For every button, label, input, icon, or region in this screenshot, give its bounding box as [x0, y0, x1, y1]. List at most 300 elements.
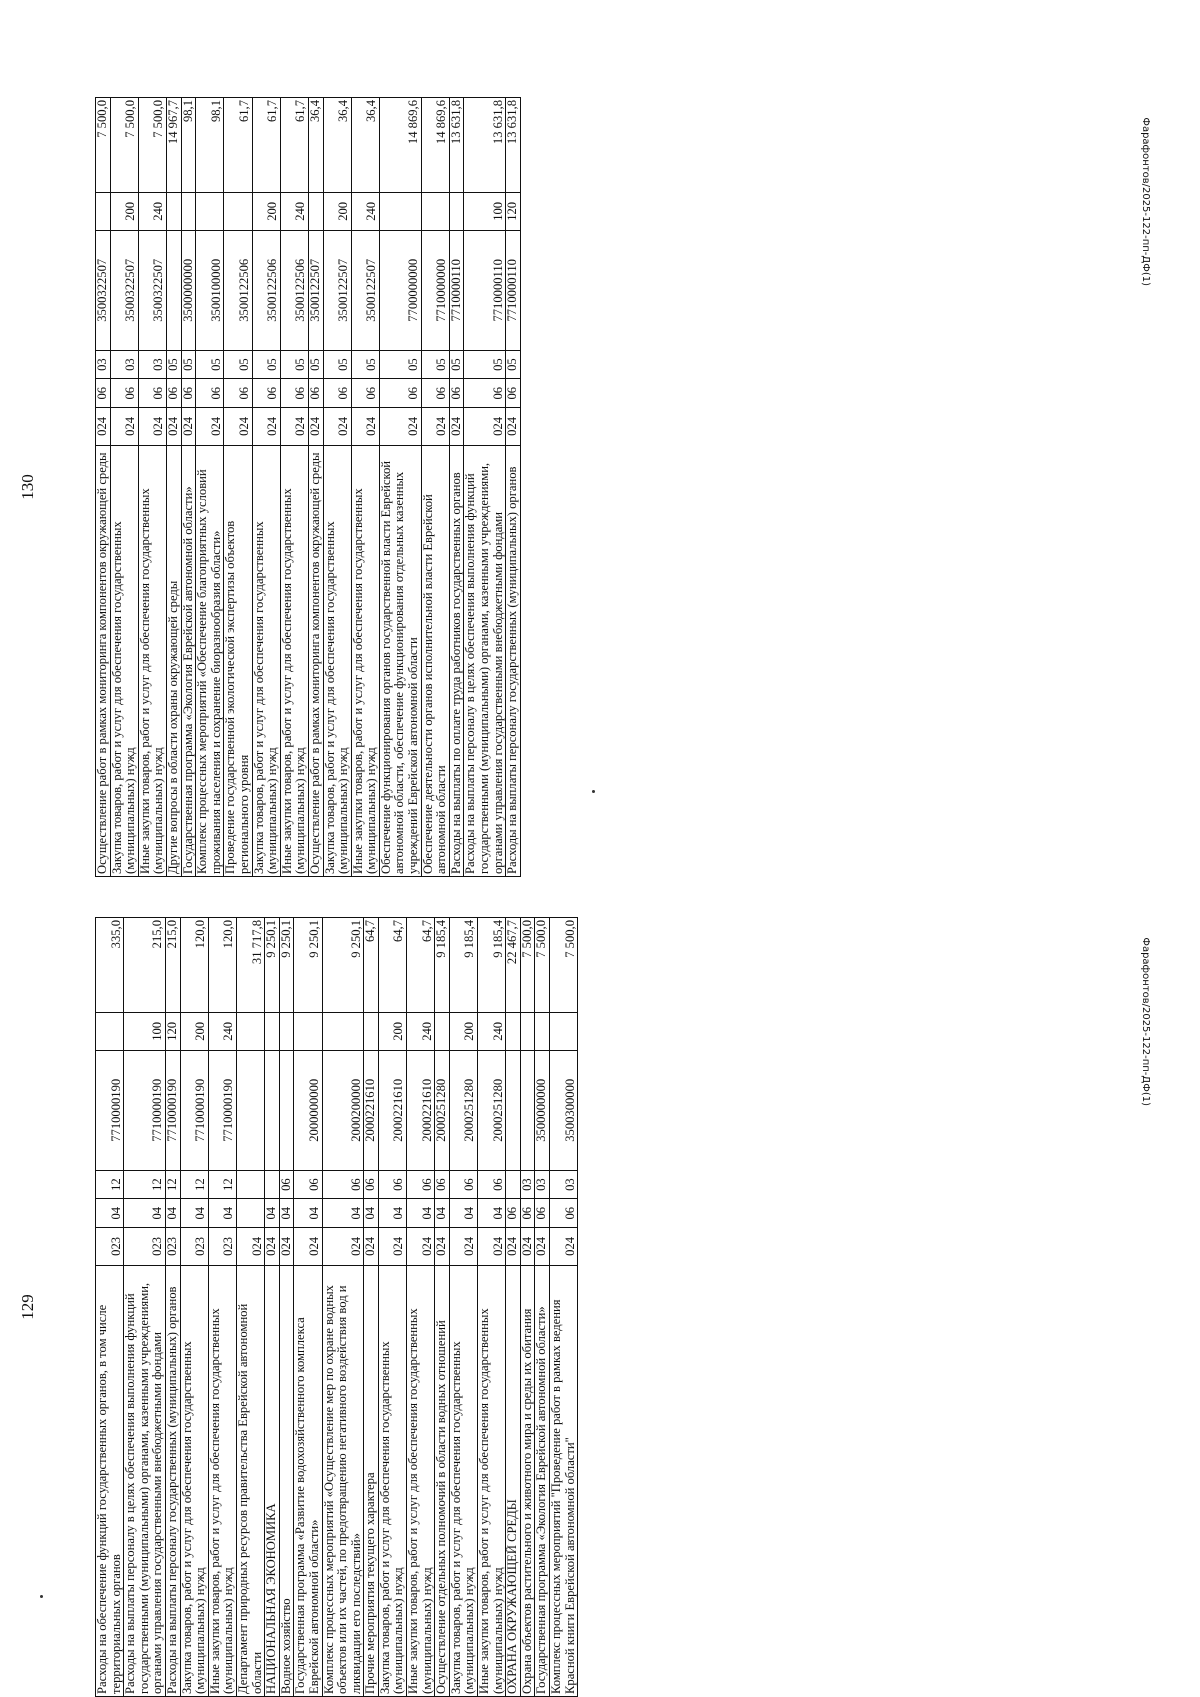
- row-name: Комплекс процессных мероприятий «Обеспечение благоприятных условий проживания населения и сохранение биоразнообразия области»: [196, 445, 224, 876]
- rotated-document-spread: [0, 97, 1200, 1697]
- target-article-code: 7710000190: [165, 1050, 180, 1170]
- expense-type-code: [550, 1012, 578, 1050]
- expense-type-code: 200: [110, 192, 138, 230]
- expense-type-code: [435, 1012, 450, 1050]
- section-code: 04: [279, 1199, 294, 1228]
- ved-code: 024: [196, 408, 224, 446]
- expense-type-code: 100: [124, 1012, 166, 1050]
- table-row: [435, 918, 450, 1697]
- expense-type-code: [294, 1012, 322, 1050]
- amount: 7 500,0: [138, 98, 166, 193]
- row-name: Комплекс процессных мероприятий "Проведение работ в рамках ведения Красной книги Еврейской автономной области": [550, 1265, 578, 1696]
- table-row: [280, 98, 308, 877]
- table-row: [421, 98, 449, 877]
- subsection-code: 03: [550, 1170, 578, 1199]
- row-name: ОХРАНА ОКРУЖАЮЩЕЙ СРЕДЫ: [506, 1265, 521, 1696]
- target-article-code: 7710000190: [208, 1050, 236, 1170]
- ved-code: 023: [180, 1228, 208, 1266]
- scan-speck: [592, 790, 595, 793]
- subsection-code: 06: [449, 1170, 477, 1199]
- target-article-code: 3500122507: [308, 230, 323, 350]
- amount: 120,0: [180, 918, 208, 1013]
- row-name: Проведение государственной экологической экспертизы объектов регионального уровня: [224, 445, 252, 876]
- expense-type-code: [535, 1012, 550, 1050]
- expense-type-code: [279, 1012, 294, 1050]
- row-name: Охрана объектов растительного и животного мира и среды их обитания: [520, 1265, 535, 1696]
- section-code: 06: [351, 379, 379, 408]
- table-row: [506, 918, 521, 1697]
- page-number: 129: [18, 1294, 37, 1320]
- target-article-code: 3500122506: [224, 230, 252, 350]
- target-article-code: 7710000190: [124, 1050, 166, 1170]
- table-row: [323, 98, 351, 877]
- subsection-code: 05: [351, 350, 379, 379]
- ved-code: 024: [449, 1228, 477, 1266]
- section-code: 06: [535, 1199, 550, 1228]
- row-name: Расходы на выплаты персоналу в целях обеспечения выполнения функций государственными (муниципальными) органами, казенными учреждениями, органами управления государственными внебюджетными фондами: [464, 445, 506, 876]
- subsection-code: 05: [252, 350, 280, 379]
- row-name: Иные закупки товаров, работ и услуг для обеспечения государственных (муниципальных) нужд: [208, 1265, 236, 1696]
- row-name: Государственная программа «Экология Еврейской автономной области»: [535, 1265, 550, 1696]
- amount: 14 869,6: [379, 98, 421, 193]
- target-article-code: [279, 1050, 294, 1170]
- section-code: 06: [308, 379, 323, 408]
- target-article-code: 3500122507: [351, 230, 379, 350]
- expense-type-code: [96, 192, 111, 230]
- amount: 7 500,0: [96, 98, 111, 193]
- section-code: 06: [323, 379, 351, 408]
- row-name: Расходы на обеспечение функций государственных органов, в том числе территориальных органов: [96, 1265, 124, 1696]
- table-row: [322, 918, 364, 1697]
- section-code: 06: [252, 379, 280, 408]
- subsection-code: 05: [181, 350, 196, 379]
- ved-code: 024: [506, 408, 521, 446]
- table-row: [180, 918, 208, 1697]
- table-row: [166, 98, 181, 877]
- amount: 64,7: [364, 918, 379, 1013]
- target-article-code: [520, 1050, 535, 1170]
- section-code: 04: [265, 1199, 280, 1228]
- ved-code: 024: [181, 408, 196, 446]
- table-row: [378, 918, 406, 1697]
- section-code: 04: [364, 1199, 379, 1228]
- table-row: [478, 918, 506, 1697]
- table-row: [279, 918, 294, 1697]
- amount: 31 717,8: [236, 918, 264, 1013]
- right-page: [0, 97, 1200, 877]
- ved-code: 024: [294, 1228, 322, 1266]
- amount: 98,1: [196, 98, 224, 193]
- subsection-code: [236, 1170, 264, 1199]
- ved-code: 024: [224, 408, 252, 446]
- ved-code: 024: [138, 408, 166, 446]
- ved-code: 024: [322, 1228, 364, 1266]
- amount: 215,0: [124, 918, 166, 1013]
- section-code: 04: [322, 1199, 364, 1228]
- section-code: 06: [110, 379, 138, 408]
- table-row: [138, 98, 166, 877]
- page-number: 130: [18, 474, 37, 500]
- subsection-code: 05: [506, 350, 521, 379]
- row-name: Иные закупки товаров, работ и услуг для обеспечения государственных (муниципальных) нужд: [280, 445, 308, 876]
- section-code: 06: [280, 379, 308, 408]
- expense-type-code: 240: [208, 1012, 236, 1050]
- row-name: Расходы на выплаты персоналу в целях обеспечения выполнения функций государственными (муниципальными) органами, казенными учреждениями, органами управления государственными внебюджетными фондами: [124, 1265, 166, 1696]
- ved-code: 024: [236, 1228, 264, 1266]
- row-name: Иные закупки товаров, работ и услуг для обеспечения государственных (муниципальных) нужд: [351, 445, 379, 876]
- amount: 36,4: [351, 98, 379, 193]
- section-code: 04: [96, 1199, 124, 1228]
- expense-type-code: 200: [252, 192, 280, 230]
- table-row: [449, 918, 477, 1697]
- table-row: [308, 98, 323, 877]
- scan-speck: [40, 1595, 43, 1598]
- amount: 9 250,1: [279, 918, 294, 1013]
- expense-type-code: 200: [449, 1012, 477, 1050]
- subsection-code: 06: [478, 1170, 506, 1199]
- expense-type-code: [308, 192, 323, 230]
- amount: 22 467,7: [506, 918, 521, 1013]
- target-article-code: 2000221610: [378, 1050, 406, 1170]
- amount: 61,7: [252, 98, 280, 193]
- row-name: Департамент природных ресурсов правительства Еврейской автономной области: [236, 1265, 264, 1696]
- target-article-code: 2000251280: [435, 1050, 450, 1170]
- expense-type-code: 120: [506, 192, 521, 230]
- subsection-code: 03: [535, 1170, 550, 1199]
- target-article-code: 2000251280: [478, 1050, 506, 1170]
- subsection-code: 05: [280, 350, 308, 379]
- expense-type-code: 200: [323, 192, 351, 230]
- subsection-code: 06: [435, 1170, 450, 1199]
- ved-code: 024: [378, 1228, 406, 1266]
- target-article-code: 2000000000: [294, 1050, 322, 1170]
- amount: 7 500,0: [110, 98, 138, 193]
- ved-code: 024: [478, 1228, 506, 1266]
- target-article-code: [506, 1050, 521, 1170]
- subsection-code: 05: [449, 350, 464, 379]
- table-row: [165, 918, 180, 1697]
- ved-code: 023: [96, 1228, 124, 1266]
- amount: 64,7: [378, 918, 406, 1013]
- ved-code: 024: [435, 1228, 450, 1266]
- subsection-code: 03: [138, 350, 166, 379]
- table-row: [379, 98, 421, 877]
- ved-code: 024: [407, 1228, 435, 1266]
- section-code: 06: [506, 379, 521, 408]
- section-code: 06: [181, 379, 196, 408]
- amount: 64,7: [407, 918, 435, 1013]
- target-article-code: 7710000190: [180, 1050, 208, 1170]
- ved-code: 023: [165, 1228, 180, 1266]
- row-name: Государственная программа «Развитие водохозяйственного комплекса Еврейской автономной области»: [294, 1265, 322, 1696]
- subsection-code: 06: [378, 1170, 406, 1199]
- subsection-code: [265, 1170, 280, 1199]
- table-row: [351, 98, 379, 877]
- row-name: Закупка товаров, работ и услуг для обеспечения государственных (муниципальных) нужд: [110, 445, 138, 876]
- expense-type-code: 240: [351, 192, 379, 230]
- row-name: Другие вопросы в области охраны окружающей среды: [166, 445, 181, 876]
- ved-code: 024: [110, 408, 138, 446]
- row-name: Государственная программа «Экология Еврейской автономной области»: [181, 445, 196, 876]
- ved-code: 024: [421, 408, 449, 446]
- section-code: 06: [421, 379, 449, 408]
- amount: 9 250,1: [294, 918, 322, 1013]
- table-row: [96, 918, 124, 1697]
- target-article-code: 7710000110: [506, 230, 521, 350]
- section-code: 06: [506, 1199, 521, 1228]
- row-name: Расходы на выплаты персоналу государственных (муниципальных) органов: [165, 1265, 180, 1696]
- subsection-code: 06: [294, 1170, 322, 1199]
- table-row: [110, 98, 138, 877]
- subsection-code: 05: [323, 350, 351, 379]
- expense-type-code: 100: [464, 192, 506, 230]
- section-code: 04: [449, 1199, 477, 1228]
- row-name: НАЦИОНАЛЬНАЯ ЭКОНОМИКА: [265, 1265, 280, 1696]
- amount: 215,0: [165, 918, 180, 1013]
- section-code: 04: [378, 1199, 406, 1228]
- subsection-code: 12: [124, 1170, 166, 1199]
- target-article-code: 3500122507: [323, 230, 351, 350]
- amount: 335,0: [96, 918, 124, 1013]
- amount: 14 967,7: [166, 98, 181, 193]
- expense-type-code: [96, 1012, 124, 1050]
- table-row: [449, 98, 464, 877]
- table-row: [265, 918, 280, 1697]
- expense-type-code: 200: [378, 1012, 406, 1050]
- expense-type-code: [364, 1012, 379, 1050]
- section-code: 04: [180, 1199, 208, 1228]
- expense-type-code: [322, 1012, 364, 1050]
- table-row: [294, 918, 322, 1697]
- expense-type-code: 240: [280, 192, 308, 230]
- left-page: [0, 917, 1200, 1697]
- amount: 9 185,4: [435, 918, 450, 1013]
- target-article-code: 2000221610: [407, 1050, 435, 1170]
- section-code: 06: [96, 379, 111, 408]
- ved-code: 024: [364, 1228, 379, 1266]
- amount: 98,1: [181, 98, 196, 193]
- section-code: 06: [550, 1199, 578, 1228]
- target-article-code: 3500300000: [550, 1050, 578, 1170]
- row-name: Иные закупки товаров, работ и услуг для обеспечения государственных (муниципальных) нужд: [138, 445, 166, 876]
- table-row: [224, 98, 252, 877]
- subsection-code: [506, 1170, 521, 1199]
- target-article-code: 3500322507: [96, 230, 111, 350]
- row-name: Прочие мероприятия текущего характера: [364, 1265, 379, 1696]
- amount: 9 185,4: [478, 918, 506, 1013]
- expense-type-code: 240: [407, 1012, 435, 1050]
- row-name: Осуществление работ в рамках мониторинга компонентов окружающей среды: [308, 445, 323, 876]
- row-name: Иные закупки товаров, работ и услуг для обеспечения государственных (муниципальных) нужд: [407, 1265, 435, 1696]
- expense-type-code: [166, 192, 181, 230]
- ved-code: 024: [279, 1228, 294, 1266]
- row-name: Закупка товаров, работ и услуг для обеспечения государственных (муниципальных) нужд: [180, 1265, 208, 1696]
- section-code: 04: [165, 1199, 180, 1228]
- section-code: 04: [435, 1199, 450, 1228]
- ved-code: 024: [506, 1228, 521, 1266]
- footer-code: Фарафонтов/2025-122-пп-ДФ(1): [1140, 937, 1151, 1106]
- expense-type-code: [236, 1012, 264, 1050]
- amount: 9 250,1: [265, 918, 280, 1013]
- table-row: [407, 918, 435, 1697]
- ved-code: 024: [464, 408, 506, 446]
- amount: 7 500,0: [535, 918, 550, 1013]
- subsection-code: 12: [208, 1170, 236, 1199]
- budget-table: [95, 917, 578, 1697]
- subsection-code: 05: [196, 350, 224, 379]
- amount: 13 631,8: [506, 98, 521, 193]
- ved-code: 023: [208, 1228, 236, 1266]
- row-name: Осуществление отдельных полномочий в области водных отношений: [435, 1265, 450, 1696]
- subsection-code: 03: [520, 1170, 535, 1199]
- target-article-code: 7710000110: [449, 230, 464, 350]
- amount: 7 500,0: [520, 918, 535, 1013]
- target-article-code: 3500000000: [181, 230, 196, 350]
- target-article-code: 7710000000: [421, 230, 449, 350]
- section-code: 04: [208, 1199, 236, 1228]
- row-name: Закупка товаров, работ и услуг для обеспечения государственных (муниципальных) нужд: [252, 445, 280, 876]
- row-name: Закупка товаров, работ и услуг для обеспечения государственных (муниципальных) нужд: [323, 445, 351, 876]
- row-name: Комплекс процессных мероприятий «Осуществление мер по охране водных объектов или их частей, по предотвращению негативного воздействия вод и ликвидации его последствий»: [322, 1265, 364, 1696]
- ved-code: 024: [449, 408, 464, 446]
- subsection-code: 06: [279, 1170, 294, 1199]
- section-code: 06: [166, 379, 181, 408]
- ved-code: 024: [96, 408, 111, 446]
- expense-type-code: [449, 192, 464, 230]
- amount: 61,7: [280, 98, 308, 193]
- row-name: Иные закупки товаров, работ и услуг для обеспечения государственных (муниципальных) нужд: [478, 1265, 506, 1696]
- table-row: [464, 98, 506, 877]
- subsection-code: 05: [379, 350, 421, 379]
- target-article-code: 3500100000: [196, 230, 224, 350]
- subsection-code: 05: [224, 350, 252, 379]
- section-code: 06: [196, 379, 224, 408]
- amount: 120,0: [208, 918, 236, 1013]
- section-code: 06: [138, 379, 166, 408]
- expense-type-code: 240: [478, 1012, 506, 1050]
- amount: 7 500,0: [550, 918, 578, 1013]
- expense-type-code: [379, 192, 421, 230]
- ved-code: 024: [252, 408, 280, 446]
- table-row: [208, 918, 236, 1697]
- target-article-code: [166, 230, 181, 350]
- expense-type-code: 200: [180, 1012, 208, 1050]
- subsection-code: 05: [166, 350, 181, 379]
- section-code: 04: [478, 1199, 506, 1228]
- subsection-code: 05: [308, 350, 323, 379]
- ved-code: 024: [308, 408, 323, 446]
- table-row: [124, 918, 166, 1697]
- target-article-code: [265, 1050, 280, 1170]
- section-code: 06: [379, 379, 421, 408]
- expense-type-code: [520, 1012, 535, 1050]
- subsection-code: 12: [96, 1170, 124, 1199]
- ved-code: 024: [550, 1228, 578, 1266]
- subsection-code: 12: [165, 1170, 180, 1199]
- footer-code: Фарафонтов/2025-122-пп-ДФ(1): [1140, 117, 1151, 286]
- table-row: [535, 918, 550, 1697]
- target-article-code: 2000221610: [364, 1050, 379, 1170]
- target-article-code: 3500000000: [535, 1050, 550, 1170]
- target-article-code: 3500122506: [252, 230, 280, 350]
- amount: 9 250,1: [322, 918, 364, 1013]
- section-code: [236, 1199, 264, 1228]
- section-code: 04: [124, 1199, 166, 1228]
- ved-code: 024: [166, 408, 181, 446]
- ved-code: 024: [535, 1228, 550, 1266]
- table-row: [96, 98, 111, 877]
- target-article-code: 2000200000: [322, 1050, 364, 1170]
- table-row: [252, 98, 280, 877]
- budget-table: [95, 97, 521, 877]
- expense-type-code: 240: [138, 192, 166, 230]
- table-row: [196, 98, 224, 877]
- table-row: [520, 918, 535, 1697]
- target-article-code: 3500322507: [138, 230, 166, 350]
- ved-code: 024: [520, 1228, 535, 1266]
- amount: 36,4: [308, 98, 323, 193]
- subsection-code: 05: [421, 350, 449, 379]
- amount: 14 869,6: [421, 98, 449, 193]
- amount: 36,4: [323, 98, 351, 193]
- subsection-code: 03: [96, 350, 111, 379]
- ved-code: 024: [323, 408, 351, 446]
- section-code: 06: [449, 379, 464, 408]
- section-code: 06: [464, 379, 506, 408]
- target-article-code: 3500322507: [110, 230, 138, 350]
- amount: 9 185,4: [449, 918, 477, 1013]
- expense-type-code: [181, 192, 196, 230]
- target-article-code: 7710000110: [464, 230, 506, 350]
- section-code: 06: [224, 379, 252, 408]
- expense-type-code: 120: [165, 1012, 180, 1050]
- amount: 13 631,8: [449, 98, 464, 193]
- ved-code: 024: [265, 1228, 280, 1266]
- expense-type-code: [265, 1012, 280, 1050]
- row-name: Водное хозяйство: [279, 1265, 294, 1696]
- target-article-code: 7710000190: [96, 1050, 124, 1170]
- table-row: [506, 98, 521, 877]
- target-article-code: 7700000000: [379, 230, 421, 350]
- section-code: 04: [294, 1199, 322, 1228]
- table-row: [236, 918, 264, 1697]
- subsection-code: 06: [322, 1170, 364, 1199]
- row-name: Обеспечение деятельности органов исполнительной власти Еврейской автономной области: [421, 445, 449, 876]
- expense-type-code: [196, 192, 224, 230]
- ved-code: 024: [280, 408, 308, 446]
- row-name: Закупка товаров, работ и услуг для обеспечения государственных (муниципальных) нужд: [378, 1265, 406, 1696]
- row-name: Осуществление работ в рамках мониторинга компонентов окружающей среды: [96, 445, 111, 876]
- expense-type-code: [506, 1012, 521, 1050]
- table-row: [364, 918, 379, 1697]
- section-code: 04: [407, 1199, 435, 1228]
- target-article-code: [236, 1050, 264, 1170]
- table-row: [550, 918, 578, 1697]
- ved-code: 023: [124, 1228, 166, 1266]
- ved-code: 024: [351, 408, 379, 446]
- expense-type-code: [224, 192, 252, 230]
- target-article-code: 3500122506: [280, 230, 308, 350]
- expense-type-code: [421, 192, 449, 230]
- row-name: Обеспечение функционирования органов государственной власти Еврейской автономной области, обеспечение функционирования отдельных казенных учреждений Еврейской автономной области: [379, 445, 421, 876]
- section-code: 06: [520, 1199, 535, 1228]
- row-name: Расходы на выплаты персоналу государственных (муниципальных) органов: [506, 445, 521, 876]
- target-article-code: 2000251280: [449, 1050, 477, 1170]
- subsection-code: 12: [180, 1170, 208, 1199]
- subsection-code: 06: [364, 1170, 379, 1199]
- table-row: [181, 98, 196, 877]
- amount: 61,7: [224, 98, 252, 193]
